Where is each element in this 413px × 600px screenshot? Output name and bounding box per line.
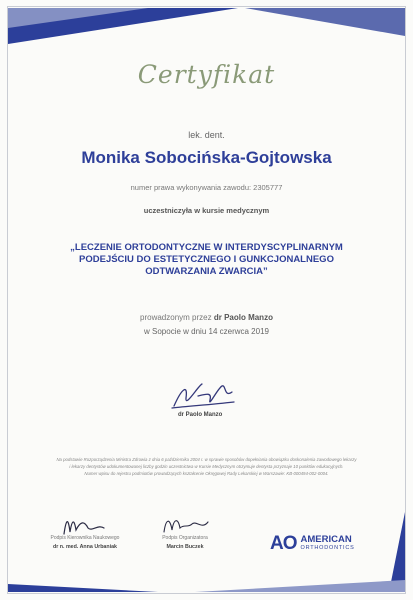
course-title-line-3: ODTWARZANIA ZWARCIA” <box>145 266 268 277</box>
license-number: numer prawa wykonywania zawodu: 2305777 <box>130 183 283 192</box>
left-signature-name: dr n. med. Anna Urbaniak <box>53 544 117 550</box>
logo-text-line-1: AMERICAN <box>300 534 352 545</box>
legal-line-1: Na podstawie Rozporządzenia Ministra Zdrowia z dnia 6 października 2004 r. w sprawie sposobów dopełniania obowiązku doskonalenia zawodowego lekarzy <box>56 457 357 462</box>
corner-decoration-bottom-right-light <box>195 580 405 592</box>
recipient-name: Monika Sobocińska-Gojtowska <box>81 148 332 167</box>
american-orthodontics-logo <box>270 534 355 554</box>
certificate-title: Certyfikat <box>137 60 276 89</box>
place-date: w Sopocie w dniu 14 czerwca 2019 <box>144 327 269 336</box>
corner-decoration-bottom-left <box>8 584 158 592</box>
logo-text-line-2: ORTHODONTICS <box>300 545 355 551</box>
legal-line-2: i lekarzy dentystów udokumentowanej liczby godzin uczestnictwa w Kursie Medycznym otrzymuje dentysta przyznaje 10 punktów edukacyjnych. <box>69 464 344 469</box>
corner-decoration-top-right <box>245 8 405 36</box>
participation-text: uczestniczyła w kursie medycznym <box>143 206 270 215</box>
signature-name-main: dr Paolo Manzo <box>178 412 223 418</box>
signature-paolo-manzo <box>168 378 238 414</box>
course-title <box>0 242 413 278</box>
legal-notice <box>40 456 373 477</box>
logo-text <box>301 535 355 553</box>
logo-mark: AO <box>270 533 297 554</box>
title-prefix: lek. dent. <box>188 130 225 140</box>
legal-line-3: Numer wpisu do rejestru podmiotów prowadzących kształcenie Okręgowej Rady Lekarskiej w Warszawie: KB-000494-002-0004. <box>84 471 329 476</box>
mid-signature-label: Podpis Organizatora <box>162 535 208 541</box>
left-signature-label: Podpis Kierownika Naukowego <box>50 535 120 541</box>
page-border <box>7 6 406 594</box>
conducted-prefix: prowadzonym przez <box>140 313 212 322</box>
corner-decoration-top-left-light <box>8 8 148 28</box>
mid-signature-name: Marcin Buczek <box>166 544 204 550</box>
conducted-by-line <box>0 313 413 322</box>
course-title-line-2: PODEJŚCIU DO ESTETYCZNEGO I GUNKCJONALNEGO <box>79 254 334 265</box>
conducted-by-name: dr Paolo Manzo <box>213 313 273 322</box>
course-title-line-1: „LECZENIE ORTODONTYCZNE W INTERDYSCYPLINARNYM <box>70 242 343 253</box>
